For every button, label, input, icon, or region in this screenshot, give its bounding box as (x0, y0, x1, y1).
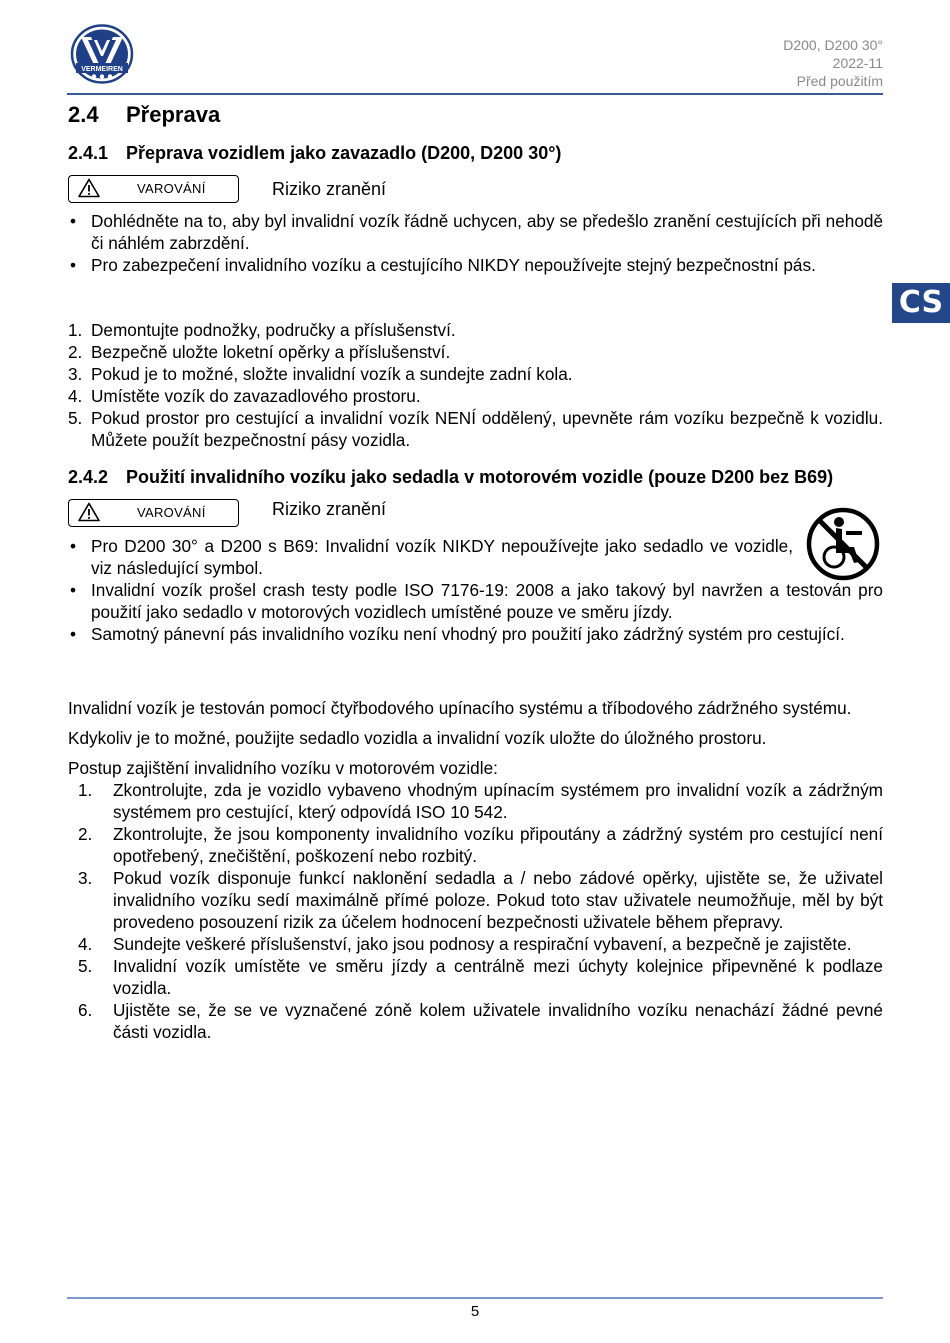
subsection-title: Použití invalidního vozíku jako sedadla v motorovém vozidle (pouze D200 bez B69) (126, 467, 834, 487)
section-heading (68, 100, 220, 130)
subsection-heading-1 (68, 141, 561, 165)
list-item (68, 955, 883, 999)
list-item (68, 319, 883, 341)
list-item: • Dohlédněte na to, aby byl invalidní vozík řádně uchycen, aby se předešlo zranění cestujících při nehodě či náhlém zabrzdění. (68, 210, 883, 254)
warning-label: VAROVÁNÍ (137, 505, 206, 520)
no-seat-in-vehicle-icon (806, 507, 880, 581)
vehicle-seat-bullets (68, 535, 793, 579)
list-item: • Invalidní vozík prošel crash testy podle ISO 7176-19: 2008 a jako takový byl navržen a testován pro použití jako sedadlo v motorových vozidlech umístěné pouze ve směru jízdy. (68, 579, 883, 623)
subsection-title: Přeprava vozidlem jako zavazadlo (D200, D200 30°) (126, 143, 562, 163)
list-item (68, 779, 883, 823)
step-text: Zkontrolujte, že jsou komponenty invalidního vozíku připoutány a zádržný systém pro cestující není opotřebený, znečištění, poškození nebo rozbitý. (113, 824, 883, 866)
list-item (68, 999, 883, 1043)
step-number: 1. (68, 320, 83, 340)
header-model: D200, D200 30° (783, 37, 883, 53)
step-text: Bezpečně uložte loketní opěrky a příslušenství. (91, 342, 451, 362)
list-item (68, 933, 883, 955)
warning-label: VAROVÁNÍ (137, 181, 206, 196)
section-number: 2.4 (68, 102, 99, 127)
language-tab: CS (892, 283, 950, 323)
step-number: 3. (68, 364, 83, 384)
list-item: • Pro D200 30° a D200 s B69: Invalidní vozík NIKDY nepoužívejte jako sedadlo ve vozidle, viz následující symbol. (68, 535, 793, 579)
paragraph: Kdykoliv je to možné, použijte sedadlo vozidla a invalidní vozík uložte do úložného prostoru. (68, 728, 767, 748)
step-number: 5. (68, 408, 83, 428)
warning-text: Riziko zranění (272, 179, 387, 199)
step-text: Pokud vozík disponuje funkcí naklonění sedadla a / nebo zádové opěrky, ujistěte se, že uživatel invalidního vozíku sedí maximálně přímé poloze. Pokud toto stav uživatele neumožňuje, měl by být provedeno posouzení rizik za účelem hodnocení bezpečnosti uživatele během přepravy. (113, 868, 883, 932)
step-text: Demontujte podnožky, područky a příslušenství. (91, 320, 456, 340)
paragraph: Invalidní vozík je testován pomocí čtyřbodového upínacího systému a tříbodového zádržného systému. (68, 698, 852, 718)
header-rule (67, 93, 883, 95)
step-number: 2. (68, 342, 83, 362)
warning-triangle-icon (78, 178, 100, 198)
step-number: 1. (78, 780, 93, 800)
list-item: • Samotný pánevní pás invalidního vozíku není vhodný pro použití jako zádržný systém pro cestující. (68, 623, 883, 645)
vermeiren-logo (70, 24, 134, 84)
step-number: 4. (78, 934, 93, 954)
vehicle-seat-bullets-cont (68, 579, 883, 645)
list-item: • Pro zabezpečení invalidního vozíku a cestujícího NIKDY nepoužívejte stejný bezpečnostní pás. (68, 254, 883, 276)
subsection-number: 2.4.1 (68, 143, 109, 163)
header-chapter: Před použitím (796, 73, 883, 89)
transport-luggage-steps (68, 319, 883, 451)
step-text: Pokud je to možné, složte invalidní vozík a sundejte zadní kola. (91, 364, 573, 384)
list-item (68, 867, 883, 933)
section-title: Přeprava (126, 102, 221, 127)
step-text: Invalidní vozík umístěte ve směru jízdy a centrálně mezi úchyty kolejnice připevněné k podlaze vozidla. (113, 956, 883, 998)
header-meta (783, 36, 883, 90)
step-number: 5. (78, 956, 93, 976)
transport-luggage-bullets (68, 210, 883, 276)
step-number: 2. (78, 824, 93, 844)
warning-text: Riziko zranění (272, 499, 387, 519)
subsection-heading-2 (68, 465, 833, 489)
step-number: 6. (78, 1000, 93, 1020)
page-number: 5 (470, 1303, 480, 1320)
warning-label-box (68, 175, 239, 203)
step-text: Umístěte vozík do zavazadlového prostoru. (91, 386, 421, 406)
vehicle-seat-body (68, 697, 883, 1043)
list-item (68, 823, 883, 867)
footer-rule (67, 1297, 883, 1299)
step-text: Sundejte veškeré příslušenství, jako jsou podnosy a respirační vybavení, a bezpečně je zajistěte. (113, 934, 852, 954)
header-date: 2022-11 (832, 55, 883, 71)
list-item (68, 341, 883, 363)
step-text: Ujistěte se, že se ve vyznačené zóně kolem uživatele invalidního vozíku nenachází žádné pevné části vozidla. (113, 1000, 883, 1042)
subsection-number: 2.4.2 (68, 467, 109, 487)
warning-label-box (68, 499, 239, 527)
step-number: 4. (68, 386, 83, 406)
step-text: Zkontrolujte, zda je vozidlo vybaveno vhodným upínacím systémem pro invalidní vozík a zádržným systémem pro cestující, který odpovídá ISO 10 542. (113, 780, 883, 822)
procedure-intro: Postup zajištění invalidního vozíku v motorovém vozidle: (68, 758, 498, 778)
list-item (68, 363, 883, 385)
list-item (68, 407, 883, 451)
list-item (68, 385, 883, 407)
svg-text:VERMEIREN: VERMEIREN (81, 66, 123, 73)
warning-triangle-icon (78, 502, 100, 522)
step-text: Pokud prostor pro cestující a invalidní vozík NENÍ oddělený, upevněte rám vozíku bezpečně k vozidlu. Můžete použít bezpečnostní pásy vozidla. (91, 408, 883, 450)
procedure-list (68, 779, 883, 1043)
step-number: 3. (78, 868, 93, 888)
